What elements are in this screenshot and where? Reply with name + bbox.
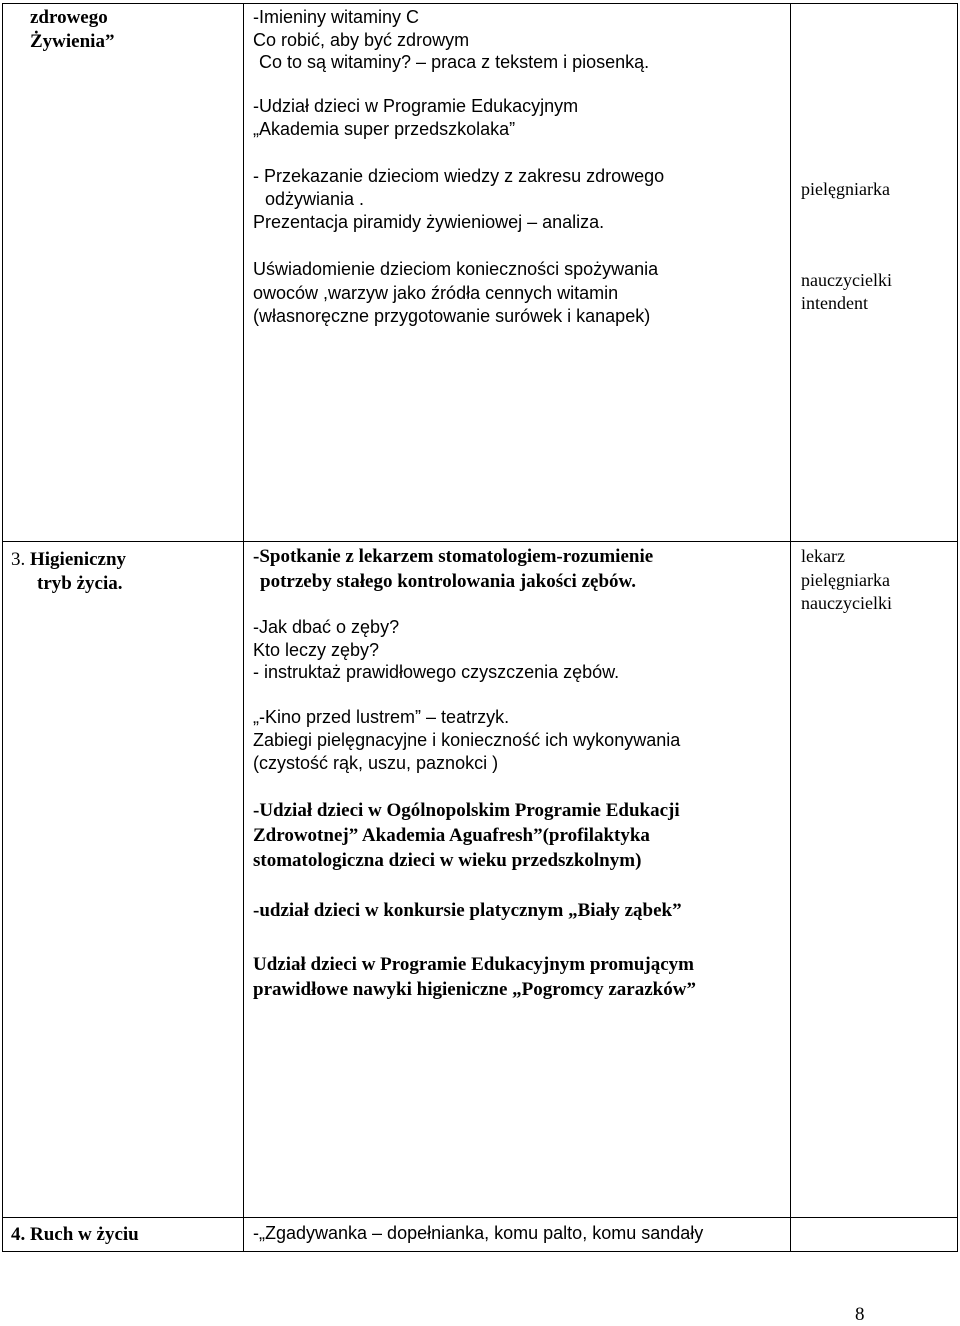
- row1-knowledge-line-3: Prezentacja piramidy żywieniowej – analiza.: [253, 212, 605, 232]
- row2-dentist: [253, 544, 653, 594]
- table-border-bottom: [2, 1251, 958, 1252]
- row2-questions: [253, 616, 619, 684]
- row2-questions-line-2: Kto leczy zęby?: [253, 639, 380, 660]
- row1-knowledge: [253, 165, 664, 234]
- row1-people-nurse: pielęgniarka: [801, 179, 890, 199]
- row2-questions-line-1: -Jak dbać o zęby?: [253, 617, 400, 637]
- row1-intro-line-3: Co to są witaminy? – praca z tekstem i piosenką.: [259, 52, 650, 72]
- row2-aquafresh-line-2: Zdrowotnej” Akademia Aguafresh”(profilaktyka: [253, 825, 650, 846]
- row1-people-other: [801, 269, 892, 315]
- row2-pogromcy-line-1: Udział dzieci w Programie Edukacyjnym promującym: [253, 954, 695, 975]
- row-divider-2: [2, 1217, 958, 1218]
- row2-category: [30, 548, 126, 596]
- row1-awareness-line-1: Uświadomienie dzieciom konieczności spożywania: [253, 259, 659, 279]
- row2-people-line-3: nauczycielki: [801, 593, 892, 613]
- row2-category-line-1: Higieniczny: [30, 549, 127, 570]
- row1-knowledge-line-2: odżywiania .: [265, 189, 365, 209]
- row2-people-line-2: pielęgniarka: [801, 569, 890, 590]
- row2-contest: -udział dzieci w konkursie platycznym „Biały ząbek”: [253, 900, 682, 921]
- row2-pogromcy: [253, 952, 696, 1002]
- row1-intro: [253, 6, 649, 74]
- row2-questions-line-3: - instruktaż prawidłowego czyszczenia zębów.: [253, 662, 620, 682]
- row2-category-number: 3.: [11, 549, 26, 570]
- row1-program: [253, 95, 578, 141]
- row1-people-line-1: nauczycielki: [801, 270, 892, 290]
- row1-category: [30, 6, 114, 54]
- row1-knowledge-line-1: - Przekazanie dzieciom wiedzy z zakresu zdrowego: [253, 166, 665, 186]
- row2-people: [801, 545, 892, 616]
- page-number: 8: [855, 1304, 865, 1325]
- row3-content: -„Zgadywanka – dopełnianka, komu palto, komu sandały: [253, 1223, 704, 1243]
- row1-intro-line-2: Co robić, aby być zdrowym: [253, 29, 470, 50]
- row1-intro-line-1: -Imieniny witaminy C: [253, 7, 420, 27]
- table-border-top: [2, 3, 958, 4]
- row2-dentist-line-1: -Spotkanie z lekarzem stomatologiem-rozumienie: [253, 546, 654, 567]
- table-border-right: [957, 3, 958, 1252]
- row2-pogromcy-line-2: prawidłowe nawyki higieniczne „Pogromcy zarazków”: [253, 979, 696, 1000]
- column-divider-2: [790, 3, 791, 1252]
- row1-program-line-2: „Akademia super przedszkolaka”: [253, 119, 516, 139]
- row1-awareness-line-3: (własnoręczne przygotowanie surówek i kanapek): [253, 306, 651, 326]
- row2-mirror-line-1: „-Kino przed lustrem” – teatrzyk.: [253, 707, 510, 727]
- row1-awareness-line-2: owoców ,warzyw jako źródła cennych witamin: [253, 282, 619, 303]
- row2-category-line-2: tryb życia.: [37, 573, 123, 594]
- row1-awareness: [253, 258, 658, 329]
- column-divider-1: [243, 3, 244, 1252]
- row2-people-line-1: lekarz: [801, 546, 845, 566]
- table-border-left: [2, 3, 3, 1252]
- row2-aquafresh-line-3: stomatologiczna dzieci w wieku przedszkolnym): [253, 850, 642, 871]
- row1-category-line-1: zdrowego: [30, 7, 108, 28]
- row2-aquafresh-line-1: -Udział dzieci w Ogólnopolskim Programie Edukacji: [253, 800, 680, 821]
- row3-category: 4. Ruch w życiu: [11, 1224, 139, 1245]
- row2-dentist-line-2: potrzeby stałego kontrolowania jakości zębów.: [260, 571, 636, 592]
- row1-category-line-2: Żywienia”: [30, 31, 115, 52]
- row2-aquafresh: [253, 798, 680, 873]
- row2-mirror-line-3: (czystość rąk, uszu, paznokci ): [253, 753, 499, 773]
- row1-people-line-2: intendent: [801, 293, 868, 313]
- row2-mirror: [253, 706, 680, 775]
- row-divider-1: [2, 541, 958, 542]
- row2-mirror-line-2: Zabiegi pielęgnacyjne i konieczność ich wykonywania: [253, 730, 681, 750]
- row1-program-line-1: -Udział dzieci w Programie Edukacyjnym: [253, 96, 579, 116]
